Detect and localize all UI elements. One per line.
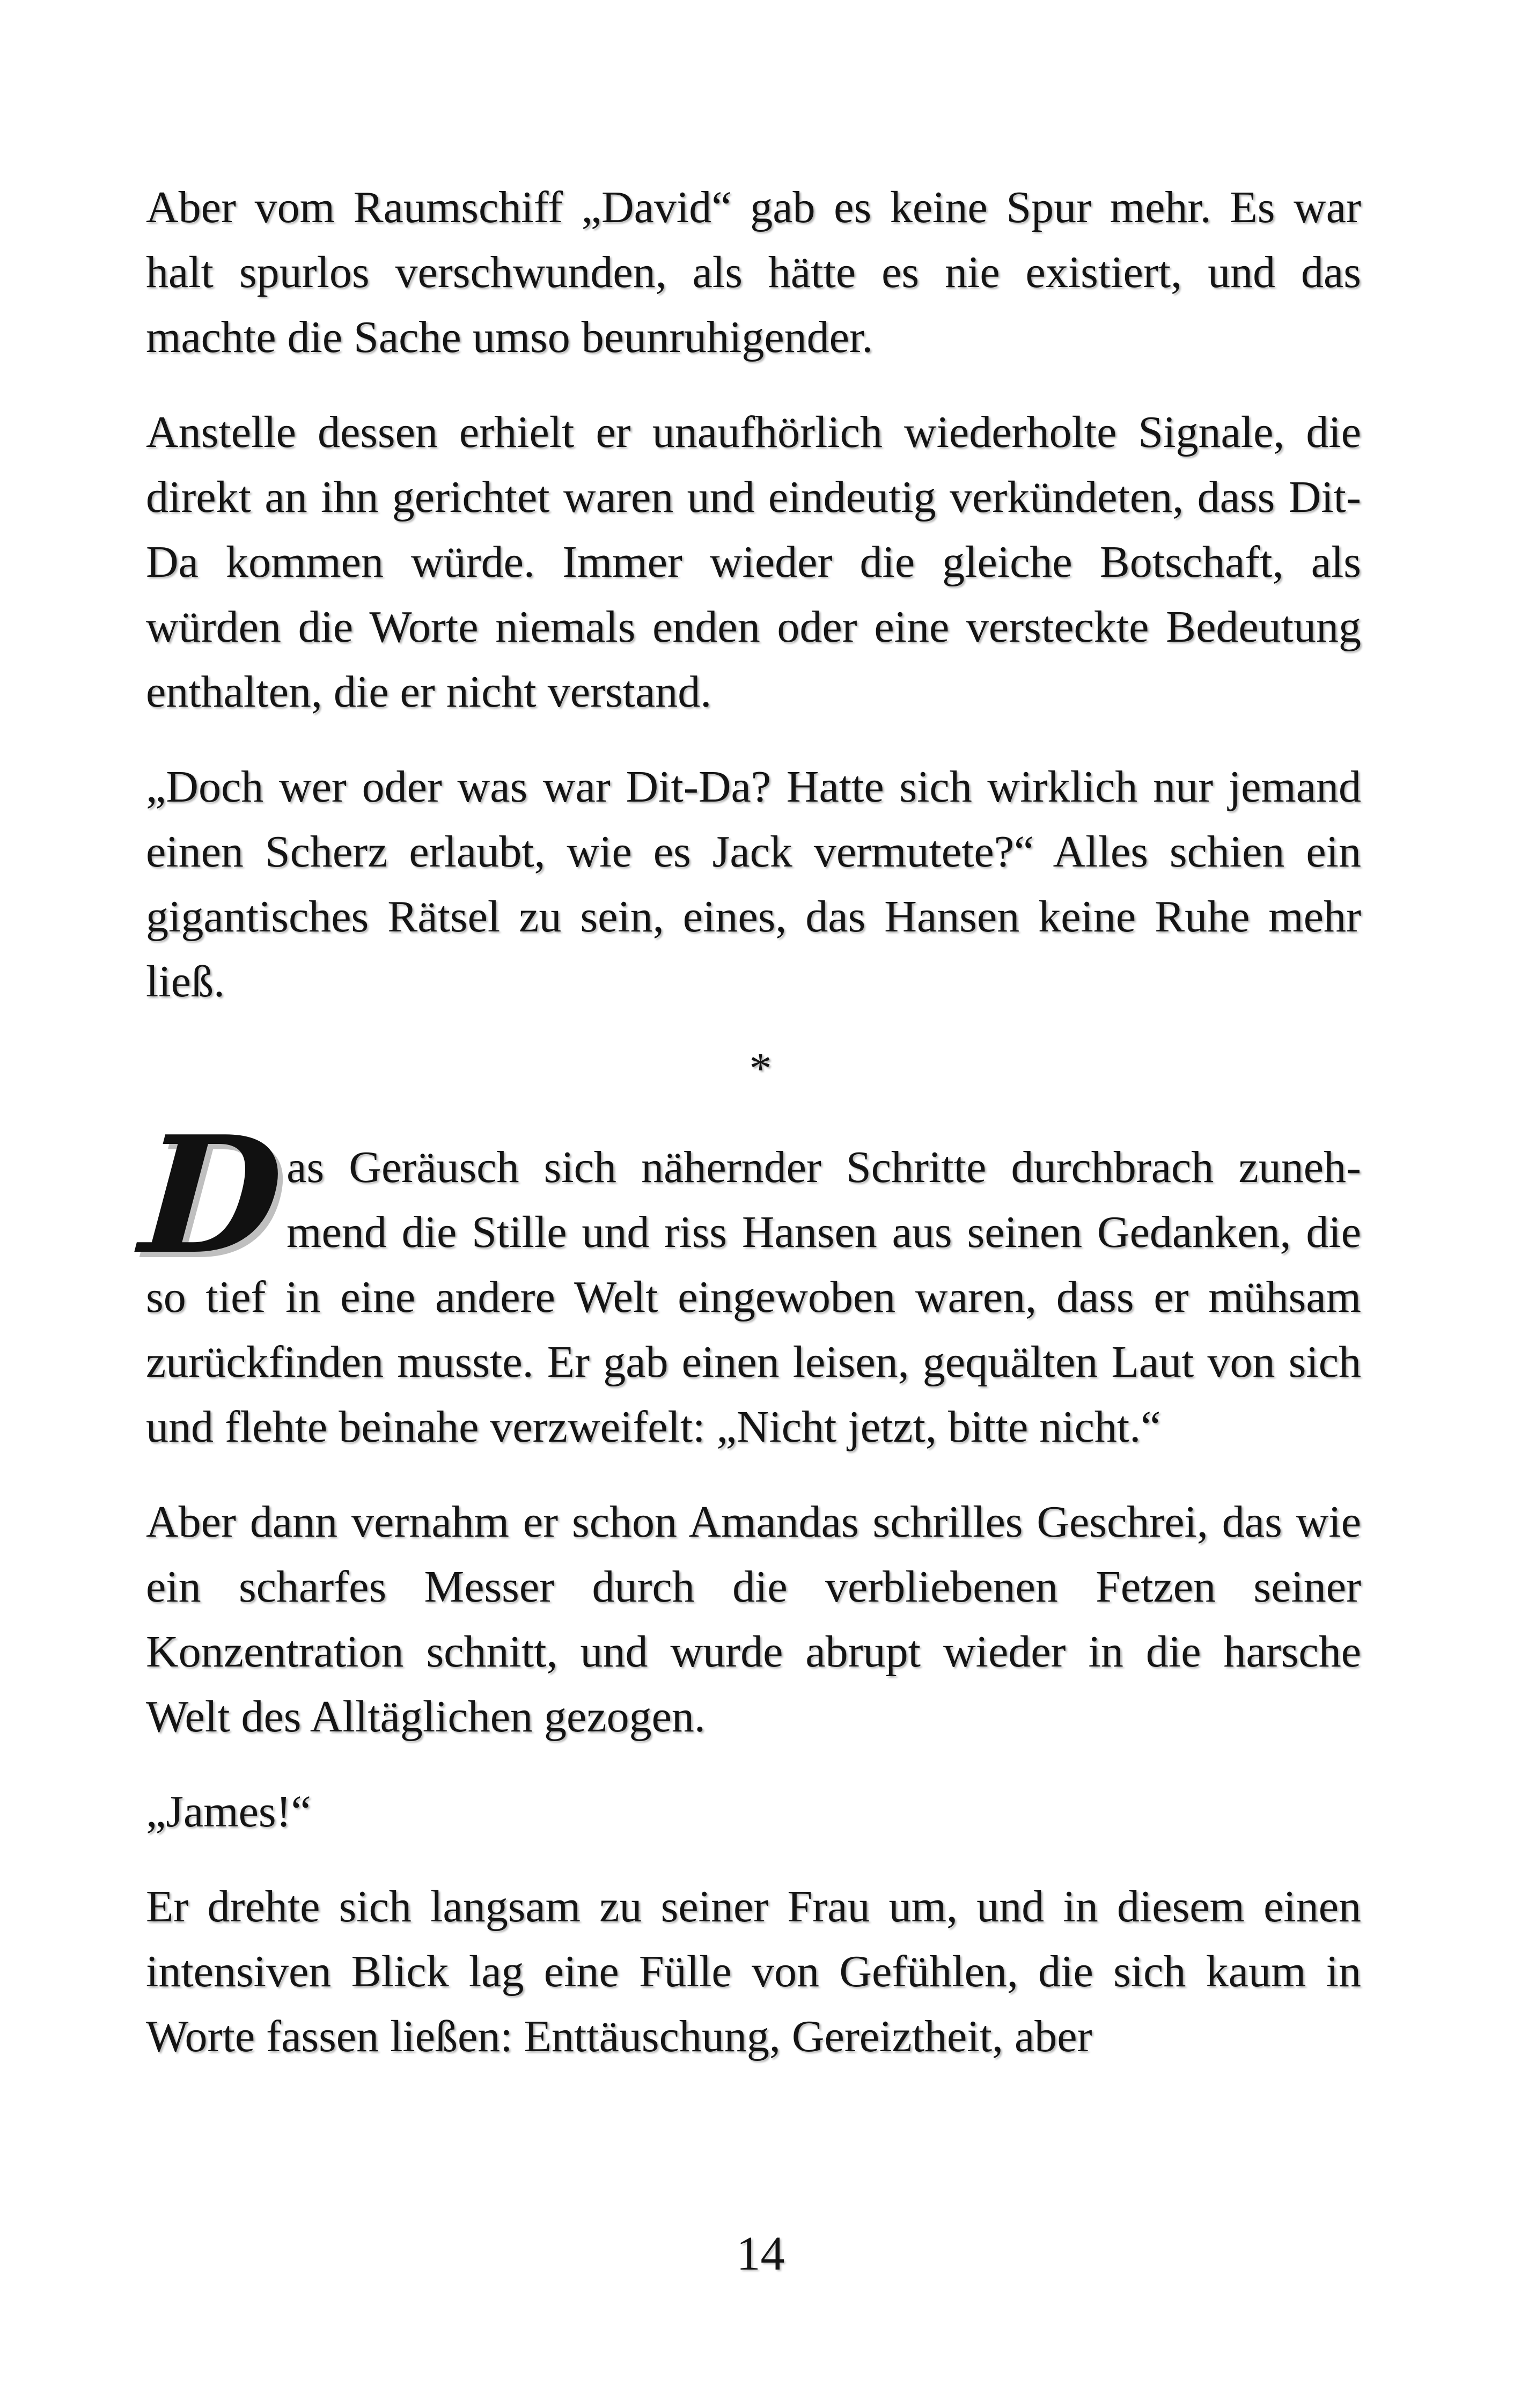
paragraph: Er drehte sich langsam zu seiner Frau um, und in diesem einen intensiven Blick lag eine Fülle von Gefühlen, die sich kaum in Worte fassen ließen: Enttäuschung, Gereiztheit, aber (146, 1882, 1361, 2061)
text-after-scene-break (135, 1100, 1361, 2099)
paragraph: Aber dann vernahm er schon Amandas schrilles Geschrei, das wie ein scharfes Messer durch die verbliebenen Fetzen seiner Konzentration schnitt, und wurde abrupt wieder in die harsche Welt des Alltäglichen gezogen. (146, 1497, 1361, 1742)
paragraph: „James!“ (146, 1787, 311, 1837)
paragraph: „Doch wer oder was war Dit-Da? Hatte sich wirklich nur jemand einen Scherz erlaubt, wie es Jack vermutete?“ Alles schien ein gigantisches Rätsel zu sein, eines, das Hansen keine Ruhe mehr ließ. (146, 762, 1361, 1007)
drop-cap-initial: D (135, 1100, 289, 1290)
text-before-scene-break (146, 175, 1361, 1044)
page-number: 14 (736, 2227, 785, 2280)
scene-break-asterisk: * (749, 1044, 772, 1093)
paragraph: Aber vom Raumschiff „David“ gab es keine Spur mehr. Es war halt spurlos verschwunden, als hätte es nie existiert, und das machte die Sache umso beunruhigender. (146, 182, 1361, 362)
chapter-opening-paragraph (135, 1100, 1361, 1459)
paragraph-text: as Geräusch sich nähernder Schritte durchbrach zunehmend die Stille und riss Hansen aus seinen Gedanken, die so tief in eine andere Welt eingewoben waren, dass er mühsam zurückfinden musste. Er gab einen leisen, gequälten Laut von sich und flehte beinahe verzweifelt: „Nicht jetzt, bitte nicht.“ (146, 1142, 1361, 1452)
paragraph: Anstelle dessen erhielt er unaufhörlich wiederholte Signale, die direkt an ihn gerichtet waren und eindeutig verkündeten, dass Dit-Da kommen würde. Immer wieder die gleiche Botschaft, als würden die Worte niemals enden oder eine versteckte Bedeutung enthalten, die er nicht verstand. (146, 407, 1361, 717)
